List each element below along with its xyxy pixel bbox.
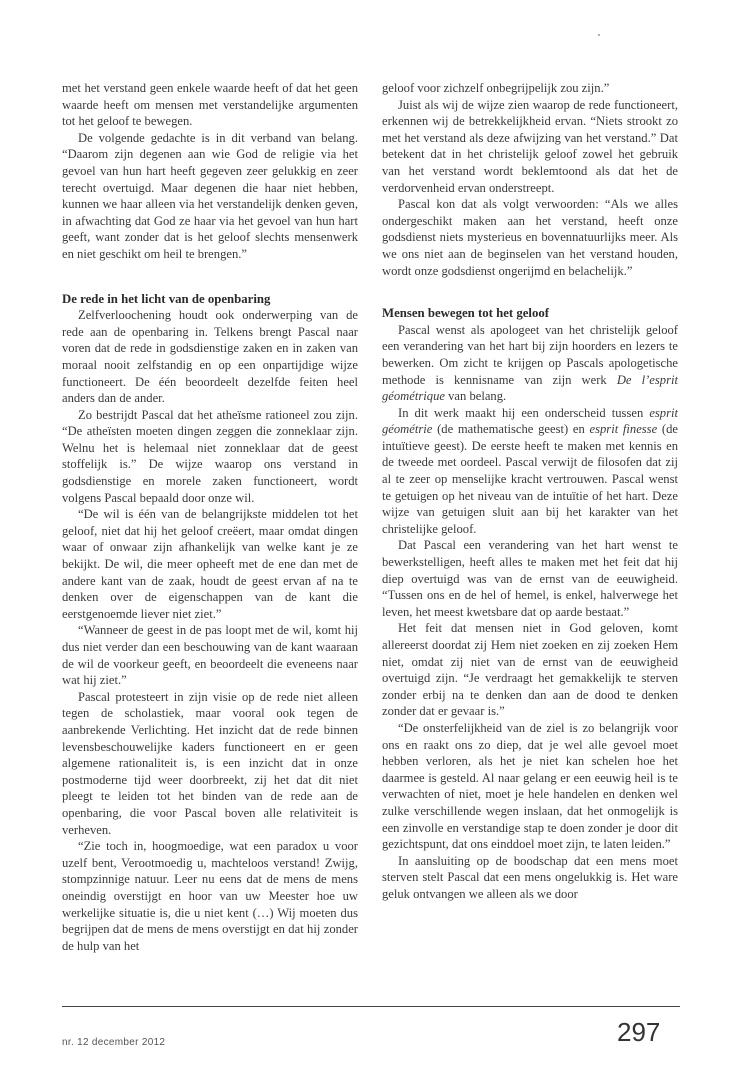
paragraph: “De onsterfelijkheid van de ziel is zo belangrijk voor ons en raakt ons zo diep, dat je wel alle gevoel moet hebben verloren, als het je niet kan schelen hoe het daarmee is gesteld. Al naar gelang er een eeuwig heil is te verwachten of niet, moet je hele handelen en denken wel zulke verschillende wegen inslaan, dat het onmogelijk is een zinvolle en verstandige stap te doen zonder je door dit gezichtspunt, dat ons einddoel moet zijn, te laten leiden.”: [382, 720, 678, 852]
paragraph: Pascal protesteert in zijn visie op de rede niet alleen tegen de scholastiek, maar vooral ook tegen de aanbrekende Verlichting. Het inzicht dat de rede binnen levensbeschouwelijke kaders functioneert en er geen algemene rationaliteit is, is een inzicht dat in onze postmoderne tijd weer doorbreekt, zij het dat dit niet pleegt te leiden tot het binden van de rede aan de openbaring, die voor Pascal boven alle relativiteit is verheven.: [62, 689, 358, 837]
paragraph: met het verstand geen enkele waarde heeft of dat het geen waarde heeft om mensen met verstandelijke argumenten tot het geloof te bewegen.: [62, 81, 358, 129]
paragraph-text: Pascal wenst als apologeet van het christelijk geloof een verandering van het hart bij zijn hoorders en lezers te bewerken. Om zicht te krijgen op Pascals apologetische methode is kennisname van zijn werk: [382, 322, 678, 387]
paragraph: De volgende gedachte is in dit verband van belang. “Daarom zijn degenen aan wie God de religie via het gevoel van hun hart heeft gegeven zeer gelukkig en zeer terecht overtuigd. Maar degenen die haar niet hebben, kunnen we haar alleen via het verstandelijk denken geven, in afwachting dat God ze haar via het gevoel van hun hart geeft, want zonder dat is het geloof slechts mensenwerk en niet geschikt om heil te brengen.”: [62, 130, 358, 261]
paragraph: [382, 405, 678, 538]
paragraph: In aansluiting op de boodschap dat een mens moet sterven stelt Pascal dat een mens ongelukkig is. Het ware geluk ontvangen we alleen als we door: [382, 853, 678, 901]
footer-divider: [62, 1006, 680, 1007]
paragraph: [382, 322, 678, 405]
right-column: [382, 80, 678, 903]
paragraph: Juist als wij de wijze zien waarop de rede functioneert, erkennen wij de betrekkelijkheid ervan. “Niets strookt zo met het verstand als deze afwijzing van het verstand.” Dat betekent dat in het christelijk geloof zowel het gebruik van het verstand wordt beklemtoond als dat het de verdorvenheid ervan onderstreept.: [382, 97, 678, 195]
italic-term: esprit géométrie: [382, 405, 678, 437]
left-column: [62, 80, 358, 954]
issue-label: nr. 12 december 2012: [62, 1037, 166, 1048]
italic-title: De l’esprit géométrique: [382, 372, 678, 404]
paragraph: Zo bestrijdt Pascal dat het atheïsme rationeel zou zijn. “De atheïsten moeten dingen zeggen die zonneklaar zijn. Welnu het is helemaal niet zonneklaar dat de geest stoffelijk is.” De wijze waarop ons verstand in godsdienstige en morele zaken functioneert, wordt volgens Pascal bepaald door onze wil.: [62, 407, 358, 505]
paragraph: geloof voor zichzelf onbegrijpelijk zou zijn.”: [382, 81, 610, 95]
paragraph: Pascal kon dat als volgt verwoorden: “Als we alles ondergeschikt maken aan het verstand, heeft onze godsdienst niets mysterieus en bovennatuurlijks meer. Als we ons niet aan de beginselen van het verstand houden, wordt onze godsdienst ongerijmd en belachelijk.”: [382, 197, 678, 278]
paragraph: “Zie toch in, hoogmoedige, wat een paradox u voor uzelf bent, Verootmoedig u, machteloos verstand! Zwijg, stompzinnige natuur. Leer nu eens dat de mens de mens oneindig overstijgt en hoor van uw Meester hoe uw werkelijke situatie is, die u niet kent (…) Wij moeten dus begrijpen dat de mens de mens overstijgt en dat hij zonder de hulp van het: [62, 839, 358, 953]
scan-speck: [598, 34, 600, 36]
paragraph: Zelfverloochening houdt ook onderwerping van de rede aan de openbaring in. Telkens brengt Pascal naar voren dat de rede in godsdienstige zaken en in zaken van moraal nooit zelfstandig en op een onpartijdige wijze functioneert. De één beoordeelt dezelfde feiten heel anders dan de ander.: [62, 308, 358, 406]
paragraph: Dat Pascal een verandering van het hart wenst te bewerkstelligen, heeft alles te maken met het feit dat hij diep overtuigd was van de ernst van de eeuwigheid. “Tussen ons en de hel of hemel, is enkel, halverwege het leven, het meest kwetsbare dat op aarde bestaat.”: [382, 538, 678, 619]
paragraph: “De wil is één van de belangrijkste middelen tot het geloof, niet dat hij het geloof creëert, maar omdat dingen waar of onwaar zijn afhankelijk van welke kant je ze bekijkt. De wil, die meer opheeft met de ene dan met de andere kant van de zaak, houdt de geest ervan af na te denken over de eigenschappen van de kant die eerstgenoemde liever niet ziet.”: [62, 507, 358, 621]
paragraph: Het feit dat mensen niet in God geloven, komt allereerst doordat zij Hem niet zoeken en zij zoeken Hem niet, omdat zij niet van de ernst van de eeuwigheid overtuigd zijn. “Je verdraagt het gemakkelijk te sterven zonder erbij na te denken dan aan de dood te denken zonder dat er gevaar is.”: [382, 621, 678, 719]
section-heading: De rede in het licht van de openbaring: [62, 291, 271, 306]
section-heading: Mensen bewegen tot het geloof: [382, 306, 550, 321]
paragraph-text: (de intuïtieve geest). De eerste heeft te maken met kennis en de tweede met oordeel. Pascal verwijt de filosofen dat zij al te zeer op menselijke kracht vertrouwen. Pascal wenst te getuigen op het niveau van de intuïtie of het hart. Deze wijze van getuigen sluit aan bij het karakter van het christelijke geloof.: [382, 422, 678, 536]
page-number: 297: [617, 1017, 661, 1047]
paragraph-text: van belang.: [448, 389, 507, 404]
paragraph: “Wanneer de geest in de pas loopt met de wil, komt hij dus niet verder dan een beschouwing van de kant waaraan de wil de voorkeur geeft, en beoordeelt die eveneens naar wat hij ziet.”: [62, 623, 358, 688]
italic-term: esprit finesse: [589, 422, 658, 437]
paragraph-text: (de mathematische geest) en: [437, 422, 585, 437]
paragraph-text: In dit werk maakt hij een onderscheid tussen: [398, 405, 644, 420]
